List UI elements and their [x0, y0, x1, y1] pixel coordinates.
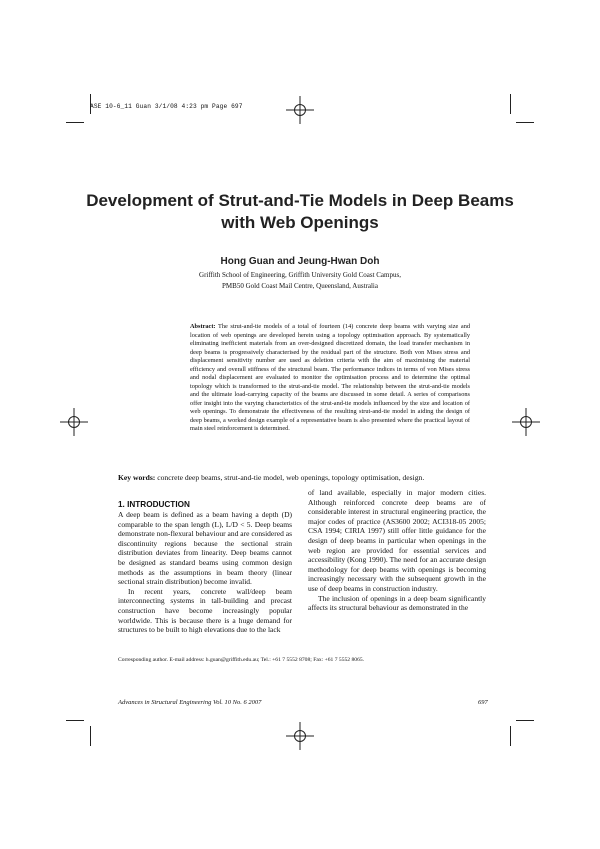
registration-mark-left-icon: [60, 408, 88, 436]
paper-title-line-1: Development of Strut-and-Tie Models in Deep Beams: [86, 191, 514, 210]
journal-footer: Advances in Structural Engineering Vol. 10 No. 6 2007: [118, 699, 262, 706]
intro-paragraph-3: of land available, especially in major modern cities. Although reinforced concrete deep beams are of considerable interest in structural engineering practice, the major codes of practice (AS3600 2002; ACI318-05 2005; CSA 1994; CIRIA 1997) still offer little guidance for the design of deep beams in particular when openings in the web region are provided for essential services and accessibility (Kong 1990). The need for an accurate design methodology for deep beams with openings is becoming increasingly necessary with the subsequent growth in the use of deep beams in construction industry.: [308, 488, 486, 593]
abstract-label: Abstract:: [190, 323, 216, 330]
paper-title-line-2: with Web Openings: [221, 213, 379, 232]
body-column-left: [118, 510, 292, 635]
crop-mark-bottom-right-h: [516, 720, 534, 721]
corresponding-author-footnote: Corresponding author. E-mail address: h.guan@griffith.edu.au; Tel.: +61 7 5552 8708; Fax: +61 7 5552 8065.: [118, 657, 365, 663]
affiliation-line-2: PMB50 Gold Coast Mail Centre, Queensland, Australia: [222, 282, 378, 290]
abstract: [190, 323, 470, 434]
intro-paragraph-4: The inclusion of openings in a deep beam significantly affects its structural behaviour as demonstrated in the: [308, 593, 486, 613]
authors: Hong Guan and Jeung-Hwan Doh: [220, 256, 380, 267]
registration-mark-top-icon: [286, 96, 314, 124]
crop-mark-top-left-h: [66, 122, 84, 123]
abstract-text: The strut-and-tie models of a total of fourteen (14) concrete deep beams with varying size and location of web openings are developed herein using a topology optimisation approach. By systematically eliminating inefficient materials from an over-designed discretized domain, the load transfer mechanism in deep beams is progressively characterised by the residual part of the structure. Both von Mises stress and displacement sensitivity number are used as deletion criteria with the aim of maximising the material efficiency and overall stiffness of the structural beam. The performance indices in terms of von Mises stress and nodal displacement are evaluated to monitor the optimisation process and to determine the optimal topology which is transformed to the strut-and-tie model. The relationship between the strut-and-tie models and the ultimate load-carrying capacity of the beams are discussed in some detail. A series of comparisons offer insight into the varying characteristics of the strut-and-tie models influenced by the size and location of web openings. To demonstrate the effectiveness of the resulting strut-and-tie model in aiding the design of deep beams, a worked design example of a representative beam is also presented where the practical layout of main steel reinforcement is determined.: [190, 323, 470, 432]
affiliation-line-1: Griffith School of Engineering, Griffith University Gold Coast Campus,: [199, 271, 401, 279]
intro-paragraph-2: In recent years, concrete wall/deep beam interconnecting systems in tall-building and precast construction have become increasingly popular worldwide. This is because there is a huge demand for structures to be built to high elevations due to the lack: [118, 586, 292, 635]
print-slug-line: ASE 10-6_11 Guan 3/1/08 4:23 pm Page 697: [90, 103, 243, 110]
intro-paragraph-1: A deep beam is defined as a beam having a depth (D) comparable to the span length (L), L/D < 5. Deep beams demonstrate non-flexural behaviour and are considered as discontinuity regions because the sectional strain distribution deviates from linearity. Deep beams cannot be designed as standard beams using common design methods as the assumptions in beam theory (linear sectional strain distribution) become invalid.: [118, 510, 292, 587]
section-heading-introduction: 1. INTRODUCTION: [118, 500, 190, 509]
keywords: [118, 473, 498, 482]
body-column-right: [308, 488, 486, 613]
keywords-label: Key words:: [118, 473, 156, 482]
affiliation: [120, 270, 480, 292]
registration-mark-bottom-icon: [286, 722, 314, 750]
crop-mark-bottom-left-v: [90, 726, 91, 746]
keywords-text: concrete deep beams, strut-and-tie model, web openings, topology optimisation, design.: [155, 473, 425, 482]
paper-title: [80, 190, 520, 234]
page-number: 697: [478, 699, 488, 706]
registration-mark-right-icon: [512, 408, 540, 436]
crop-mark-bottom-right-v: [510, 726, 511, 746]
crop-mark-top-right-h: [516, 122, 534, 123]
crop-mark-top-right-v: [510, 94, 511, 114]
crop-mark-bottom-left-h: [66, 720, 84, 721]
